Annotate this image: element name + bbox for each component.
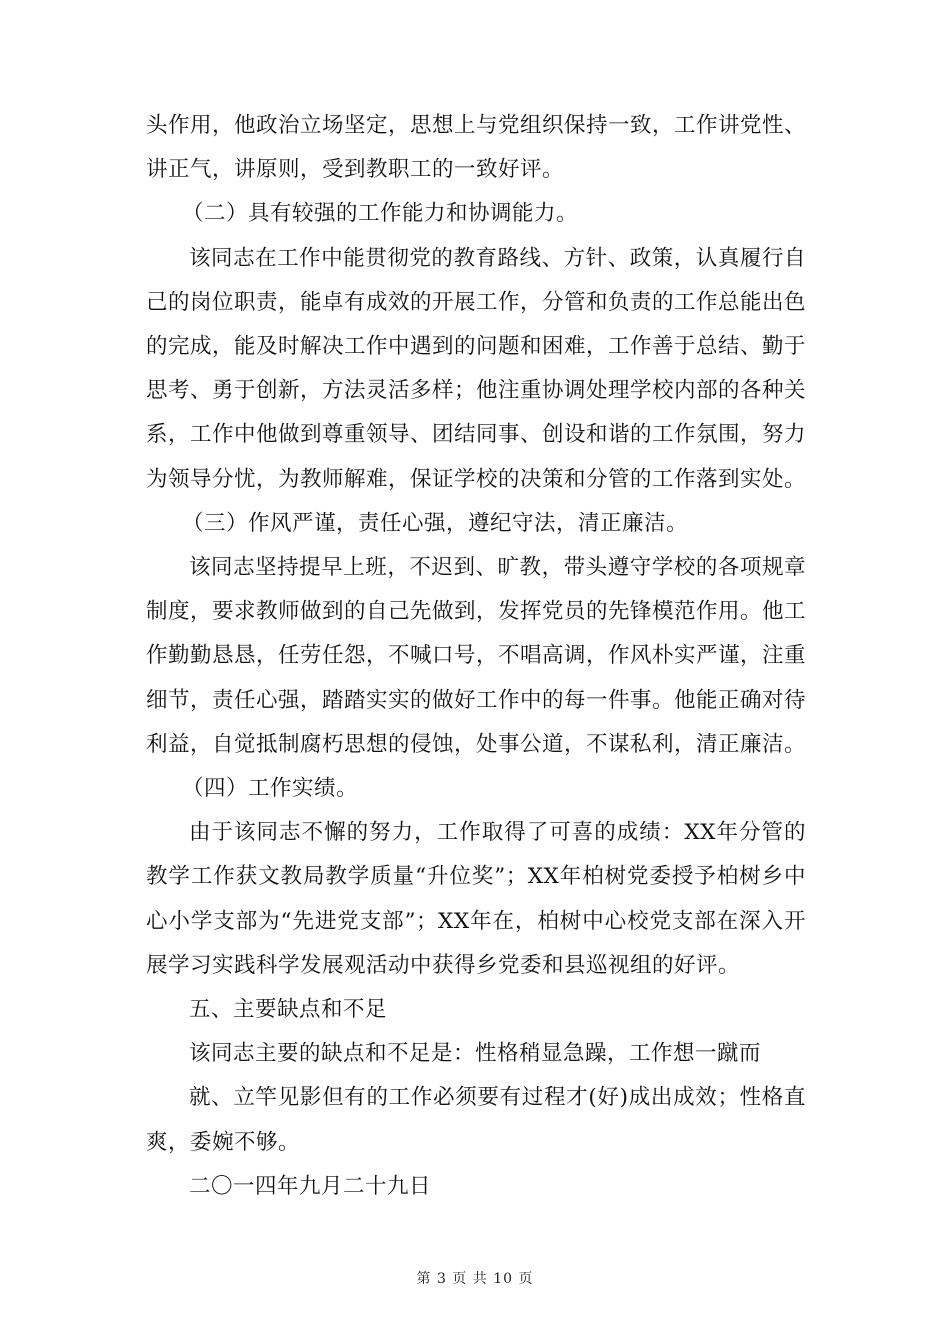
- paragraph-achievements: 由于该同志不懈的努力，工作取得了可喜的成绩：XX年分管的教学工作获文教局教学质量“升位奖”；XX年柏树党委授予柏树乡中心小学支部为“先进党支部”；XX年在，柏树中心校党支部在深入开展学习实践科学发展观活动中获得乡党委和县巡视组的好评。: [146, 820, 806, 978]
- page-footer: [0, 1268, 950, 1288]
- paragraph-shortcomings-line-2: 就、立竿见影但有的工作必须要有过程才(好)成出成效；性格直爽，委婉不够。: [146, 1085, 806, 1155]
- section-heading-shortcomings: 五、主要缺点和不足: [189, 997, 388, 1023]
- sub-heading-achievements: （四）工作实绩。: [182, 776, 359, 802]
- paragraph-continued: 头作用，他政治立场坚定，思想上与党组织保持一致，工作讲党性、讲正气，讲原则，受到教职工的一致好评。: [146, 113, 807, 183]
- paragraph-work-ability: 该同志在工作中能贯彻党的教育路线、方针、政策，认真履行自己的岗位职责，能卓有成效的开展工作，分管和负责的工作总能出色的完成，能及时解决工作中遇到的问题和困难，工作善于总结、勤于思考、勇于创新，方法灵活多样；他注重协调处理学校内部的各种关系，工作中他做到尊重领导、团结同事、创设和谐的工作氛围，努力为领导分忧，为教师解难，保证学校的决策和分管的工作落到实处。: [146, 245, 807, 492]
- paragraph-work-style: 该同志坚持提早上班，不迟到、旷教，带头遵守学校的各项规章制度，要求教师做到的自己先做到，发挥党员的先锋模范作用。他工作勤勤恳恳，任劳任怨，不喊口号，不唱高调，作风朴实严谨，注重细节，责任心强，踏踏实实的做好工作中的每一件事。他能正确对待利益，自觉抵制腐朽思想的侵蚀，处事公道，不谋私利，清正廉洁。: [146, 555, 807, 757]
- paragraph-shortcomings-line-1: 该同志主要的缺点和不足是：性格稍显急躁，工作想一蹴而: [189, 1041, 762, 1067]
- sub-heading-work-ability: （二）具有较强的工作能力和协调能力。: [182, 201, 579, 227]
- page-number-label: 第 3 页 共 10 页: [416, 1271, 534, 1287]
- document-date: 二〇一四年九月二十九日: [189, 1173, 432, 1199]
- document-body: [146, 104, 806, 1209]
- sub-heading-work-style: （三）作风严谨，责任心强，遵纪守法，清正廉洁。: [182, 510, 689, 536]
